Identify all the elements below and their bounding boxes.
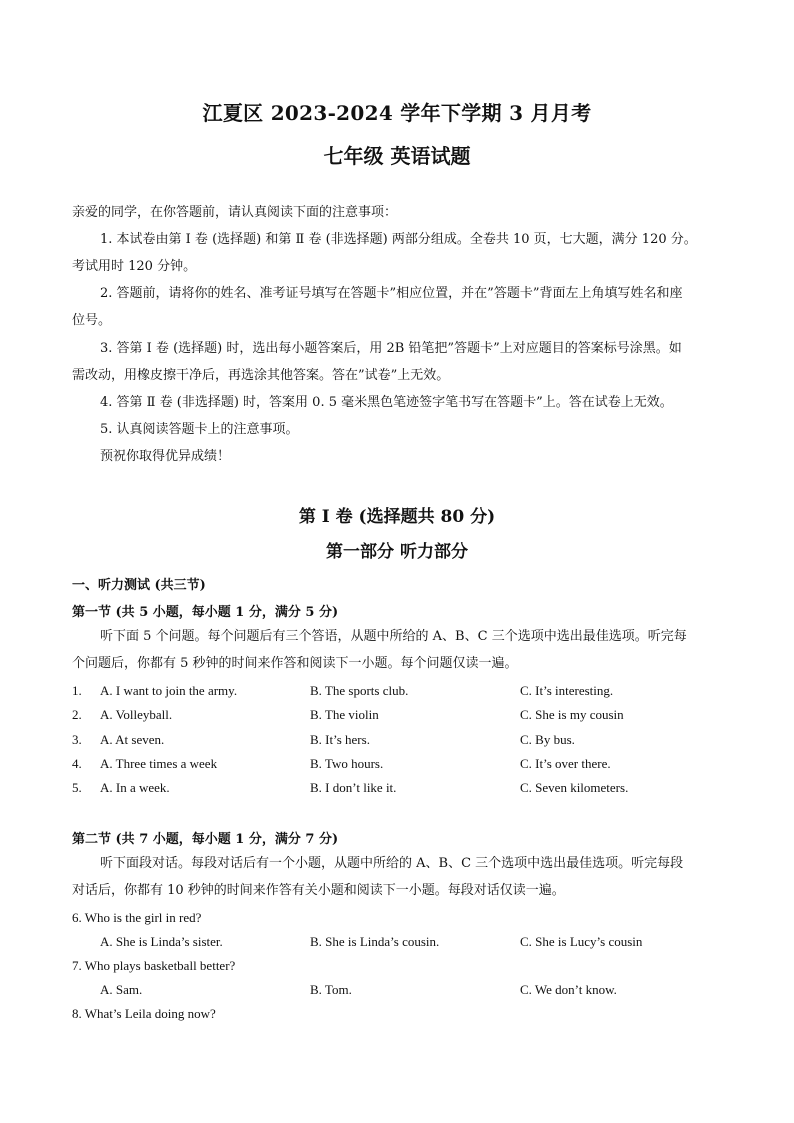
section2-heading: 第二节 (共 7 小题，每小题 1 分，满分 7 分): [72, 832, 339, 847]
option-a: A. I want to join the army.: [100, 683, 238, 698]
option-c: C. It’s interesting.: [520, 683, 614, 698]
part-heading: 第一部分 听力部分: [326, 542, 468, 562]
question-number: 2.: [72, 707, 82, 722]
notice-item-1: 1. 本试卷由第 I 卷 (选择题) 和第 Ⅱ 卷 (非选择题) 两部分组成。全卷共 10 页，七大题，满分 120 分。: [100, 232, 697, 247]
question-stem: 6. Who is the girl in red?: [72, 910, 202, 925]
option-b: B. I don’t like it.: [310, 780, 397, 795]
section1-instructions-cont: 个问题后，你都有 5 秒钟的时间来作答和阅读下一小题。每个问题仅读一遍。: [72, 656, 518, 671]
option-a: A. In a week.: [100, 780, 170, 795]
notice-item-3: 3. 答第 I 卷 (选择题) 时，选出每小题答案后，用 2B 铅笔把”答题卡”上对应题目的答案标号涂黑。如: [100, 341, 682, 356]
notice-item-2-cont: 位号。: [72, 313, 112, 328]
option-c: C. Seven kilometers.: [520, 780, 629, 795]
option-a: A. Three times a week: [100, 756, 218, 771]
option-b: B. Tom.: [310, 982, 352, 997]
option-a: A. She is Linda’s sister.: [100, 934, 223, 949]
option-c: C. She is my cousin: [520, 707, 624, 722]
option-a: A. Volleyball.: [100, 707, 173, 722]
exam-subtitle: 七年级 英语试题: [323, 144, 471, 168]
notice-item-4: 4. 答第 Ⅱ 卷 (非选择题) 时，答案用 0. 5 毫米黑色笔迹签字笔书写在答题卡”上。答在试卷上无效。: [100, 395, 673, 410]
exam-title: 江夏区 2023-2024 学年下学期 3 月月考: [202, 101, 592, 125]
volume-heading: 第 I 卷 (选择题共 80 分): [298, 507, 496, 527]
option-b: B. She is Linda’s cousin.: [310, 934, 440, 949]
option-b: B. The sports club.: [310, 683, 409, 698]
notice-intro: 亲爱的同学，在你答题前，请认真阅读下面的注意事项：: [72, 205, 398, 220]
option-c: C. By bus.: [520, 732, 575, 747]
question-number: 4.: [72, 756, 82, 771]
notice-item-3-cont: 需改动，用橡皮擦干净后，再选涂其他答案。答在”试卷”上无效。: [72, 368, 450, 383]
question-number: 3.: [72, 732, 82, 747]
option-b: B. It’s hers.: [310, 732, 370, 747]
section2-instructions-cont: 对话后，你都有 10 秒钟的时间来作答有关小题和阅读下一小题。每段对话仅读一遍。: [72, 883, 565, 898]
notice-item-2: 2. 答题前，请将你的姓名、准考证号填写在答题卡”相应位置，并在”答题卡”背面左上角填写姓名和座: [100, 286, 683, 301]
question-number: 5.: [72, 780, 82, 795]
section1-instructions: 听下面 5 个问题。每个问题后有三个答语，从题中所给的 A、B、C 三个选项中选出最佳选项。听完每: [100, 629, 687, 644]
option-b: B. Two hours.: [310, 756, 384, 771]
option-c: C. We don’t know.: [520, 982, 617, 997]
section-title: 一、听力测试 (共三节): [72, 578, 206, 593]
option-c: C. It’s over there.: [520, 756, 611, 771]
option-c: C. She is Lucy’s cousin: [520, 934, 643, 949]
section2-instructions: 听下面段对话。每段对话后有一个小题，从题中所给的 A、B、C 三个选项中选出最佳选项。听完每段: [100, 856, 684, 871]
section1-heading: 第一节 (共 5 小题，每小题 1 分，满分 5 分): [72, 605, 339, 620]
option-b: B. The violin: [310, 707, 379, 722]
question-number: 1.: [72, 683, 82, 698]
notice-item-1-cont: 考试用时 120 分钟。: [72, 259, 197, 274]
notice-item-5: 5. 认真阅读答题卡上的注意事项。: [100, 422, 299, 437]
notice-wish: 预祝你取得优异成绩！: [100, 449, 231, 464]
question-stem: 8. What’s Leila doing now?: [72, 1006, 216, 1021]
option-a: A. At seven.: [100, 732, 165, 747]
question-stem: 7. Who plays basketball better?: [72, 958, 236, 973]
option-a: A. Sam.: [100, 982, 143, 997]
